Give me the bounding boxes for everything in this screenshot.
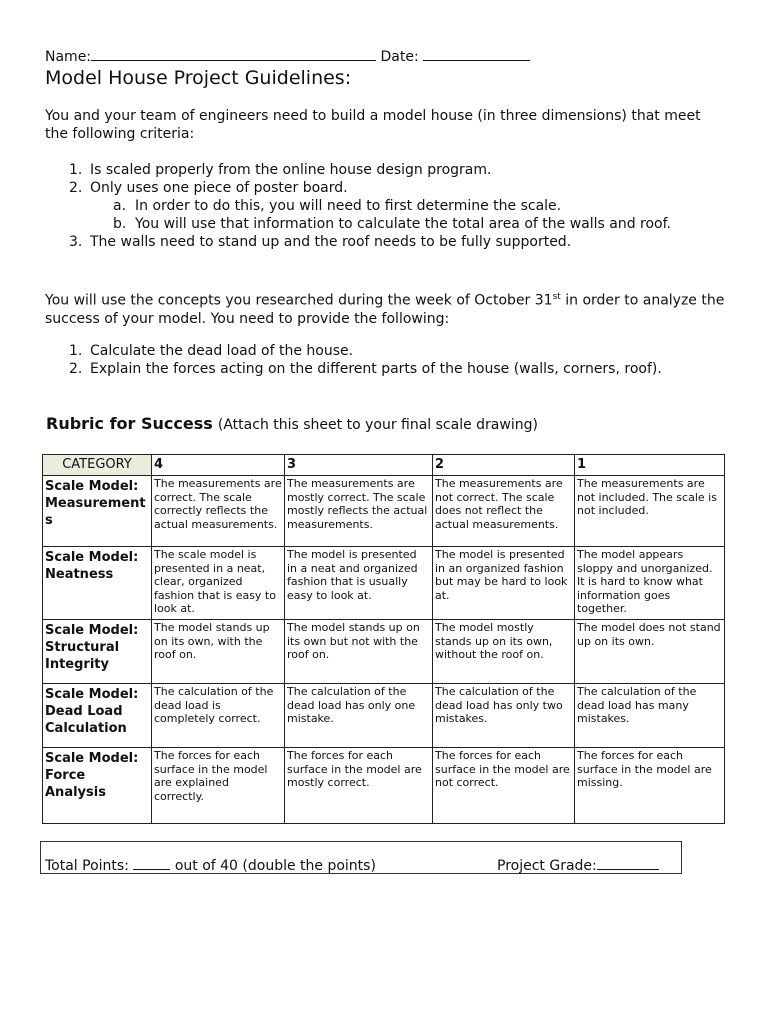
table-row — [43, 684, 725, 748]
list-number: 2. — [69, 180, 83, 196]
list-letter: a. — [113, 198, 127, 214]
header-score-1: 1 — [575, 455, 725, 476]
table-cell: The calculation of the dead load is completely correct. — [152, 684, 285, 748]
rubric-note: (Attach this sheet to your final scale drawing) — [217, 417, 538, 433]
total-points-blank[interactable] — [133, 855, 170, 870]
analysis-text: in order to analyze the success of your model. You need to provide the following: — [45, 292, 725, 327]
header-score-4: 4 — [152, 455, 285, 476]
criteria-subtext: You will use that information to calculate the total area of the walls and roof. — [135, 216, 671, 232]
table-cell: The model does not stand up on its own. — [575, 620, 725, 684]
analysis-text: You will use the concepts you researched during the week of October 31 — [45, 292, 553, 309]
header-score-3: 3 — [285, 455, 433, 476]
table-cell: The measurements are correct. The scale correctly reflects the actual measurements. — [152, 476, 285, 547]
table-cell: The measurements are not included. The scale is not included. — [575, 476, 725, 547]
table-cell: The model mostly stands up on its own, without the roof on. — [433, 620, 575, 684]
table-cell: The model is presented in a neat and organized fashion that is usually easy to look at. — [285, 547, 433, 620]
requirement-text: Explain the forces acting on the different parts of the house (walls, corners, roof). — [90, 361, 662, 377]
date-label: Date: — [380, 49, 419, 65]
intro-paragraph: You and your team of engineers need to build a model house (in three dimensions) that meet the following criteria: — [45, 108, 701, 142]
table-cell: The model appears sloppy and unorganized. It is hard to know what information goes together. — [575, 547, 725, 620]
total-points-row — [45, 855, 376, 875]
criteria-text: The walls need to stand up and the roof needs to be fully supported. — [90, 234, 572, 250]
table-cell: The forces for each surface in the model are mostly correct. — [285, 748, 433, 824]
header-category: CATEGORY — [43, 455, 152, 476]
table-cell: The model stands up on its own, with the roof on. — [152, 620, 285, 684]
criteria-item — [45, 161, 725, 179]
table-cell: The model stands up on its own but not with the roof on. — [285, 620, 433, 684]
project-grade-row — [497, 855, 659, 875]
header-score-2: 2 — [433, 455, 575, 476]
criteria-list — [45, 161, 725, 251]
page-title: Model House Project Guidelines: — [45, 67, 352, 89]
total-points-out-of: out of 40 (double the points) — [174, 858, 376, 874]
rubric-heading — [46, 414, 538, 433]
table-cell: The scale model is presented in a neat, clear, organized fashion that is easy to look at. — [152, 547, 285, 620]
total-points-label: Total Points: — [45, 858, 129, 874]
row-category: Scale Model: Measurements — [43, 476, 152, 547]
list-number: 1. — [69, 162, 83, 178]
criteria-subitem — [45, 197, 725, 215]
total-points-box — [40, 841, 682, 874]
name-date-row — [45, 46, 530, 66]
row-category: Scale Model: Force Analysis — [43, 748, 152, 824]
requirement-item — [45, 360, 685, 378]
row-category: Scale Model: Neatness — [43, 547, 152, 620]
list-number: 3. — [69, 234, 83, 250]
criteria-item — [45, 179, 725, 197]
date-blank[interactable] — [423, 46, 530, 61]
criteria-item — [45, 233, 725, 251]
project-grade-label: Project Grade: — [497, 858, 597, 874]
table-row — [43, 620, 725, 684]
list-letter: b. — [113, 216, 127, 232]
list-number: 2. — [69, 361, 83, 377]
ordinal-suffix: st — [552, 292, 561, 302]
rubric-table — [42, 454, 725, 824]
table-row — [43, 748, 725, 824]
table-cell: The calculation of the dead load has only two mistakes. — [433, 684, 575, 748]
name-label: Name: — [45, 49, 92, 65]
row-category: Scale Model: Dead Load Calculation — [43, 684, 152, 748]
table-cell: The model is presented in an organized fashion but may be hard to look at. — [433, 547, 575, 620]
row-category: Scale Model: Structural Integrity — [43, 620, 152, 684]
criteria-subtext: In order to do this, you will need to first determine the scale. — [135, 198, 562, 214]
table-row — [43, 476, 725, 547]
table-cell: The measurements are not correct. The scale does not reflect the actual measurements. — [433, 476, 575, 547]
table-cell: The calculation of the dead load has many mistakes. — [575, 684, 725, 748]
table-cell: The forces for each surface in the model are not correct. — [433, 748, 575, 824]
table-row — [43, 547, 725, 620]
list-number: 1. — [69, 343, 83, 359]
requirements-list — [45, 342, 685, 378]
analysis-paragraph — [45, 288, 725, 328]
table-cell: The measurements are mostly correct. The scale mostly reflects the actual measurements. — [285, 476, 433, 547]
project-grade-blank[interactable] — [597, 855, 659, 870]
criteria-text: Is scaled properly from the online house design program. — [90, 162, 492, 178]
table-cell: The forces for each surface in the model are explained correctly. — [152, 748, 285, 824]
table-cell: The forces for each surface in the model are missing. — [575, 748, 725, 824]
criteria-text: Only uses one piece of poster board. — [90, 180, 348, 196]
criteria-subitem — [45, 215, 725, 233]
table-cell: The calculation of the dead load has only one mistake. — [285, 684, 433, 748]
rubric-title: Rubric for Success — [46, 414, 213, 433]
requirement-item — [45, 342, 685, 360]
name-blank[interactable] — [91, 46, 376, 61]
requirement-text: Calculate the dead load of the house. — [90, 343, 354, 359]
table-header-row — [43, 455, 725, 476]
